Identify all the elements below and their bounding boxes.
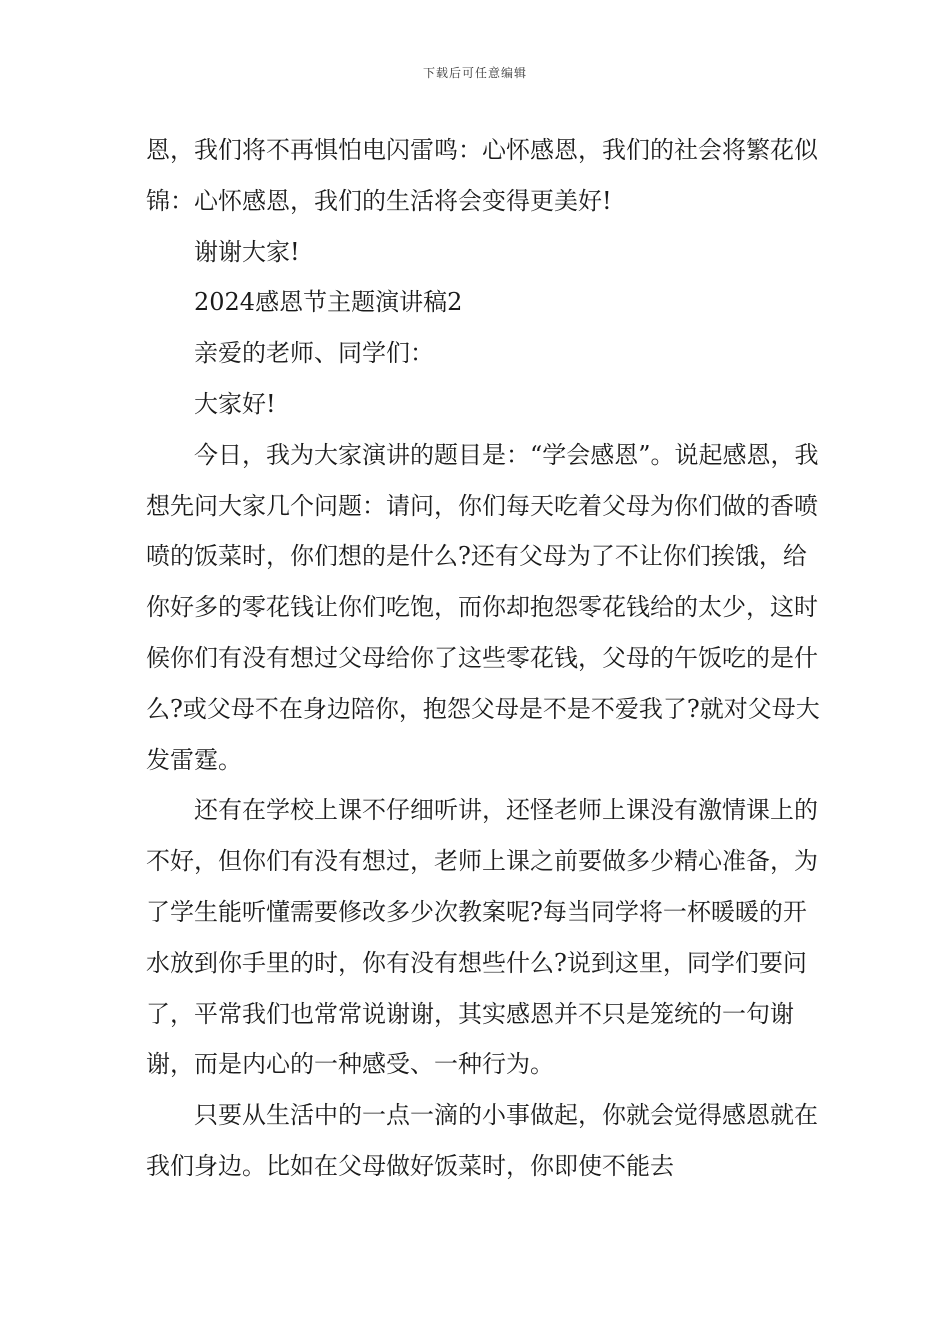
salutation: 亲爱的老师、同学们： [194, 339, 434, 368]
paragraph: 恩，我们将不再惧怕电闪雷鸣：心怀感恩，我们的社会将繁花似锦：心怀感恩，我们的生活将会变得更美好! [146, 136, 818, 215]
paragraph: 只要从生活中的一点一滴的小事做起，你就会觉得感恩就在我们身边。比如在父母做好饭菜时，你即使不能去 [146, 1101, 818, 1180]
greeting: 大家好! [194, 389, 276, 418]
paragraph: 今日，我为大家演讲的题目是：“学会感恩”。说起感恩，我想先问大家几个问题：请问，你们每天吃着父母为你们做的香喷喷的饭菜时，你们想的是什么?还有父母为了不让你们挨饿，给你好多的零花钱让你们吃饱，而你却抱怨零花钱给的太少，这时候你们有没有想过父母给你了这些零花钱，父母的午饭吃的是什么?或父母不在身边陪你，抱怨父母是不是不爱我了?就对父母大发雷霆。 [146, 440, 820, 774]
page-header-note: 下载后可任意编辑 [422, 66, 527, 80]
section-title: 2024感恩节主题演讲稿2 [194, 288, 463, 317]
paragraph: 还有在学校上课不仔细听讲，还怪老师上课没有激情课上的不好，但你们有没有想过，老师上课之前要做多少精心准备，为了学生能听懂需要修改多少次教案呢?每当同学将一杯暖暖的开水放到你手里的时，你有没有想些什么?说到这里，同学们要问了，平常我们也常常说谢谢，其实感恩并不只是笼统的一句谢谢，而是内心的一种感受、一种行为。 [146, 796, 818, 1079]
document-body [146, 125, 826, 1192]
paragraph: 谢谢大家! [194, 237, 300, 266]
